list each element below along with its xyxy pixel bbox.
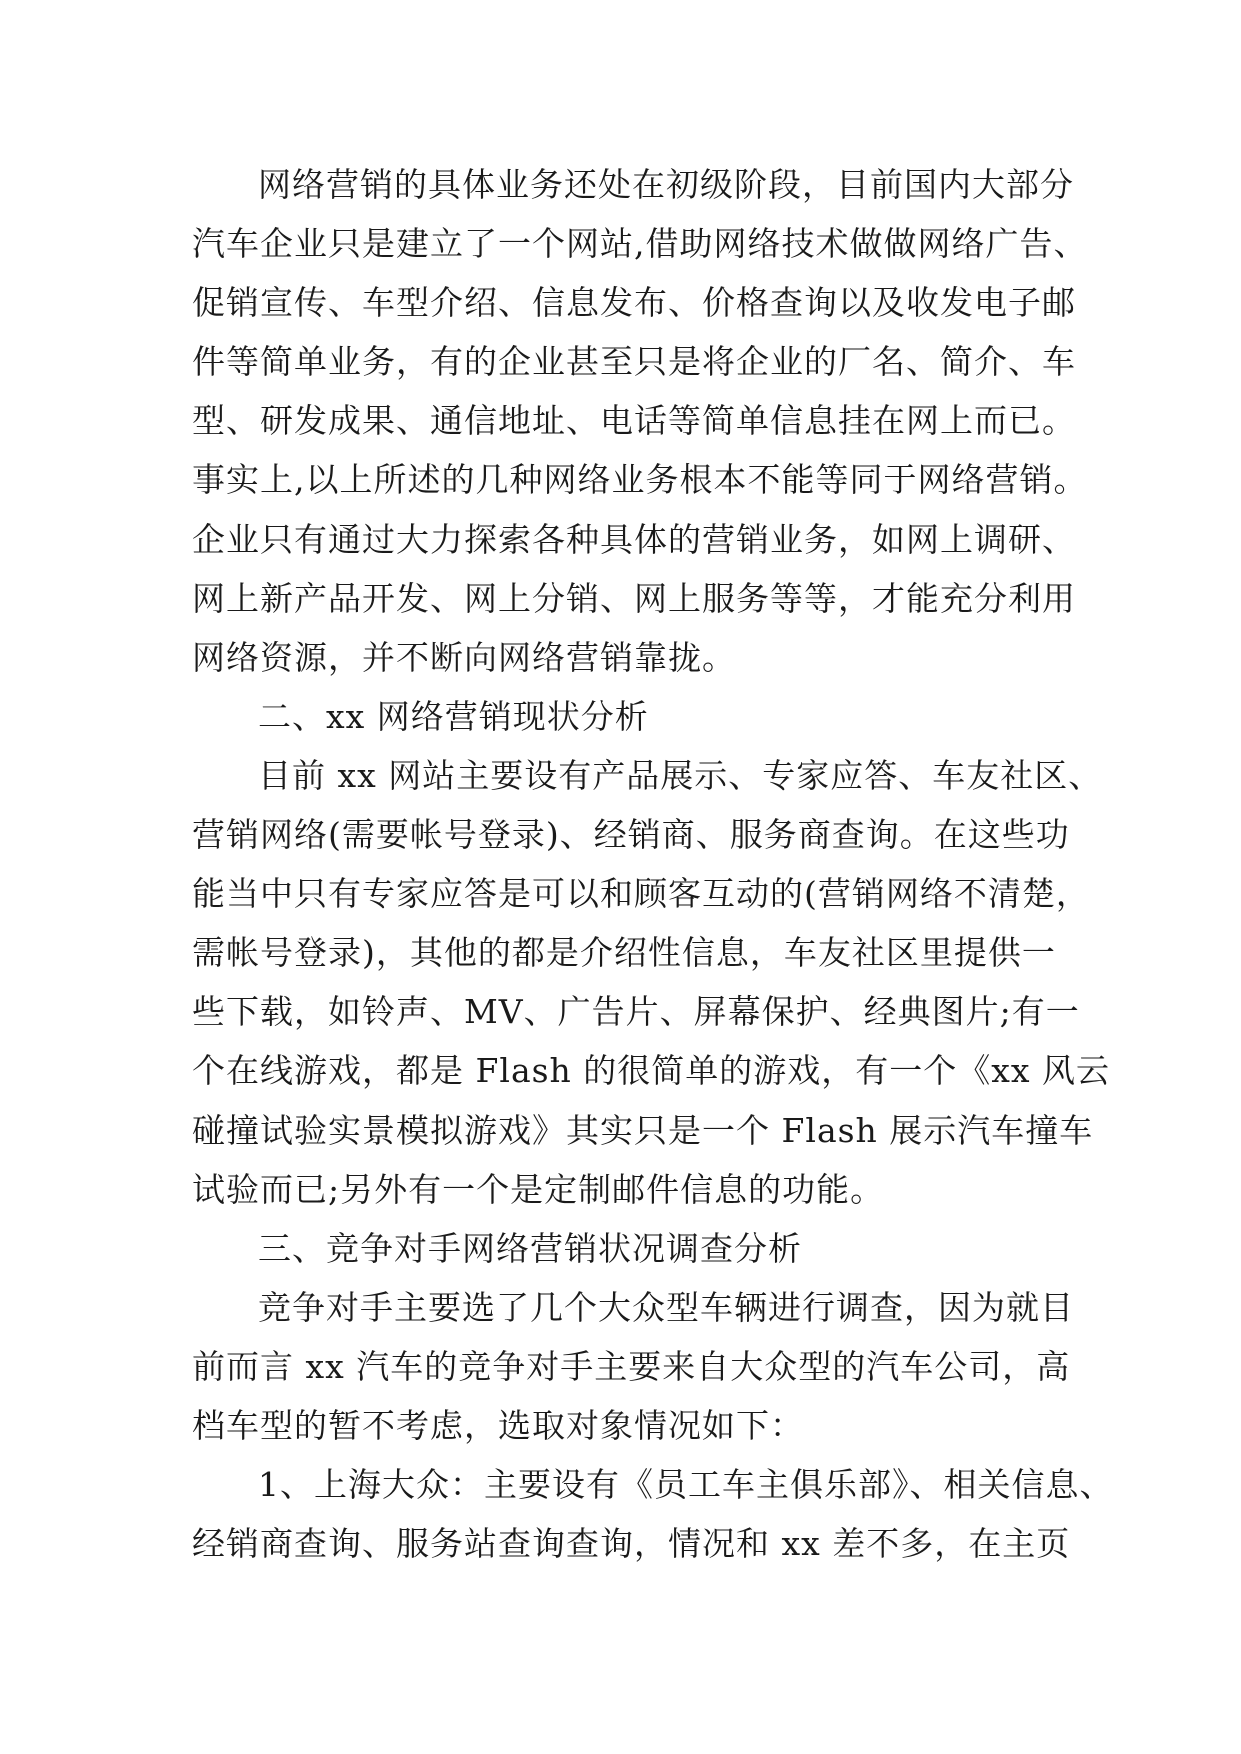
text-line: 网络资源，并不断向网络营销靠拢。: [192, 637, 736, 677]
text-line: 企业只有通过大力探索各种具体的营销业务，如网上调研、: [192, 519, 1076, 559]
text-line: 型、研发成果、通信地址、电话等简单信息挂在网上而已。: [192, 401, 1076, 441]
text-line: 营销网络(需要帐号登录)、经销商、服务商查询。在这些功: [192, 815, 1070, 855]
text-line: 碰撞试验实景模拟游戏》其实只是一个 Flash 展示汽车撞车: [192, 1110, 1094, 1150]
text-line: 前而言 xx 汽车的竞争对手主要来自大众型的汽车公司，高: [192, 1346, 1071, 1386]
text-line: 事实上,以上所述的几种网络业务根本不能等同于网络营销。: [192, 460, 1088, 500]
text-line: 件等简单业务，有的企业甚至只是将企业的厂名、简介、车: [192, 342, 1076, 382]
text-line: 汽车企业只是建立了一个网站,借助网络技术做做网络广告、: [192, 224, 1088, 264]
text-line: 经销商查询、服务站查询查询，情况和 xx 差不多，在主页: [192, 1524, 1071, 1564]
text-line: 个在线游戏，都是 Flash 的很简单的游戏，有一个《xx 风云: [192, 1051, 1111, 1091]
text-line: 1、上海大众：主要设有《员工车主俱乐部》、相关信息、: [258, 1465, 1114, 1505]
text-line: 些下载，如铃声、MV、广告片、屏幕保护、经典图片;有一: [192, 992, 1080, 1032]
text-line: 档车型的暂不考虑，选取对象情况如下：: [192, 1405, 804, 1445]
text-line: 网络营销的具体业务还处在初级阶段，目前国内大部分: [258, 165, 1074, 204]
text-line: 需帐号登录)，其他的都是介绍性信息，车友社区里提供一: [192, 933, 1056, 973]
text-line: 三、竞争对手网络营销状况调查分析: [258, 1228, 802, 1268]
text-line: 竞争对手主要选了几个大众型车辆进行调查，因为就目: [258, 1287, 1074, 1327]
text-line: 促销宣传、车型介绍、信息发布、价格查询以及收发电子邮: [192, 283, 1076, 323]
text-line: 能当中只有专家应答是可以和顾客互动的(营销网络不清楚，: [192, 874, 1090, 914]
text-line: 目前 xx 网站主要设有产品展示、专家应答、车友社区、: [258, 755, 1103, 795]
document-body: [192, 155, 1114, 1573]
text-line: 二、xx 网络营销现状分析: [258, 696, 649, 736]
text-line: 试验而已;另外有一个是定制邮件信息的功能。: [192, 1169, 885, 1209]
text-line: 网上新产品开发、网上分销、网上服务等等，才能充分利用: [192, 578, 1076, 618]
